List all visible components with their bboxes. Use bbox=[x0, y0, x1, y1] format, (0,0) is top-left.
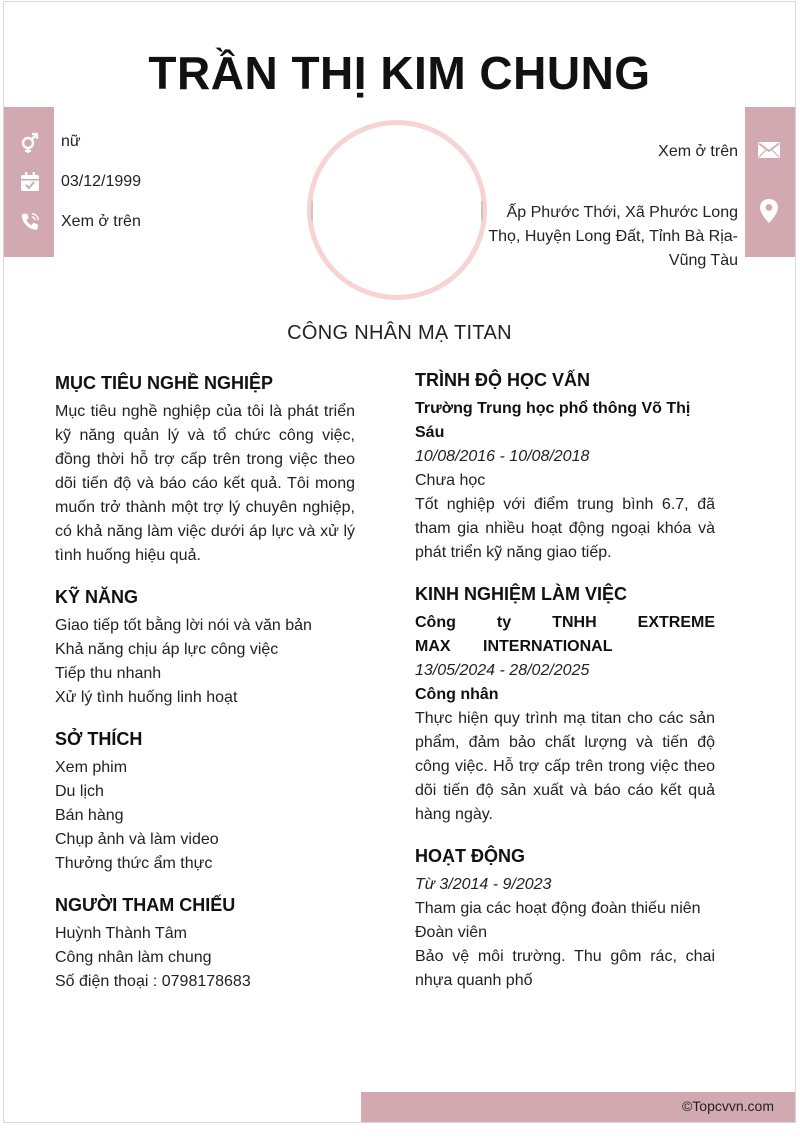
objective-section bbox=[55, 370, 355, 568]
section-heading: HOẠT ĐỘNG bbox=[415, 846, 525, 866]
envelope-icon bbox=[756, 137, 782, 163]
hobby-item: Chụp ảnh và làm video bbox=[55, 831, 219, 848]
address-text bbox=[488, 201, 738, 273]
avatar bbox=[307, 120, 487, 300]
left-column bbox=[55, 370, 355, 1010]
section-heading: KINH NGHIỆM LÀM VIỆC bbox=[415, 584, 628, 604]
hobbies-section bbox=[55, 726, 355, 876]
location-pin-icon bbox=[756, 198, 782, 224]
education-section bbox=[415, 367, 715, 565]
skill-item: Tiếp thu nhanh bbox=[55, 665, 162, 682]
reference-position: Công nhân làm chung bbox=[55, 949, 212, 966]
footer-bar bbox=[361, 1092, 796, 1122]
phone-text: Xem ở trên bbox=[61, 213, 141, 230]
address-line: Ấp Phước Thới, Xã Phước Long bbox=[506, 204, 738, 221]
activities-section bbox=[415, 843, 715, 993]
activity-item: Bảo vệ môi trường. Thu gôm rác, chai nhựa quanh phố bbox=[415, 948, 715, 989]
company-name bbox=[415, 611, 715, 659]
education-period: 10/08/2016 - 10/08/2018 bbox=[415, 448, 590, 465]
skill-item: Giao tiếp tốt bằng lời nói và văn bản bbox=[55, 617, 312, 634]
left-icon-bar bbox=[4, 107, 54, 257]
calendar-icon bbox=[17, 169, 43, 195]
phone-icon bbox=[17, 209, 43, 235]
objective-text: Mục tiêu nghề nghiệp của tôi là phát triển kỹ năng quản lý và tổ chức công việc, đồng thời hỗ trợ cấp trên trong việc theo dõi tiến độ và báo cáo kết quả. Tôi mong muốn trở thành một trợ lý chuyên nghiệp, có khả năng làm việc dưới áp lực và xử lý tình huống hiệu quả. bbox=[55, 403, 355, 564]
activity-item: Đoàn viên bbox=[415, 924, 488, 941]
experience-period: 13/05/2024 - 28/02/2025 bbox=[415, 662, 590, 679]
experience-position: Công nhân bbox=[415, 686, 499, 703]
activity-item: Tham gia các hoạt động đoàn thiếu niên bbox=[415, 900, 701, 917]
activities-period: Từ 3/2014 - 9/2023 bbox=[415, 876, 552, 893]
experience-description: Thực hiện quy trình mạ titan cho các sản phẩm, đảm bảo chất lượng và tiến độ công việc. Hỗ trợ cấp trên trong việc theo dõi tiến độ sản xuất và báo cáo kết quả hàng ngày. bbox=[415, 710, 715, 823]
section-heading: SỞ THÍCH bbox=[55, 729, 143, 749]
job-title: CÔNG NHÂN MẠ TITAN bbox=[287, 322, 512, 344]
section-heading: TRÌNH ĐỘ HỌC VẤN bbox=[415, 370, 590, 390]
section-heading: KỸ NĂNG bbox=[55, 587, 139, 607]
section-heading: MỤC TIÊU NGHỀ NGHIỆP bbox=[55, 373, 274, 393]
birthdate-text: 03/12/1999 bbox=[61, 173, 142, 190]
gender-text: nữ bbox=[61, 133, 81, 150]
email-text: Xem ở trên bbox=[658, 143, 738, 160]
cv-page bbox=[3, 1, 796, 1123]
education-major: Chưa học bbox=[415, 472, 486, 489]
right-icon-bar bbox=[745, 107, 795, 257]
address-line: Thọ, Huyện Long Đất, Tỉnh Bà Rịa- bbox=[488, 228, 738, 245]
company-name-text: Công ty TNHH EXTREME MAX INTERNATIONAL bbox=[415, 614, 715, 655]
hobby-item: Xem phim bbox=[55, 759, 128, 776]
section-heading: NGƯỜI THAM CHIẾU bbox=[55, 895, 236, 915]
skill-item: Khả năng chịu áp lực công việc bbox=[55, 641, 279, 658]
skills-section bbox=[55, 584, 355, 710]
address-line: Vũng Tàu bbox=[668, 252, 738, 269]
experience-section bbox=[415, 581, 715, 827]
hobby-item: Thưởng thức ẩm thực bbox=[55, 855, 213, 872]
hobby-item: Du lịch bbox=[55, 783, 104, 800]
candidate-name: TRẦN THỊ KIM CHUNG bbox=[148, 47, 651, 99]
footer-copyright: ©Topcvvn.com bbox=[681, 1098, 774, 1114]
hobby-item: Bán hàng bbox=[55, 807, 124, 824]
reference-phone: Số điện thoại : 0798178683 bbox=[55, 973, 251, 990]
gender-icon bbox=[17, 129, 43, 155]
references-section bbox=[55, 892, 355, 994]
school-name: Trường Trung học phổ thông Võ Thị Sáu bbox=[415, 400, 691, 441]
right-column bbox=[415, 367, 715, 1009]
skill-item: Xử lý tình huống linh hoạt bbox=[55, 689, 238, 706]
education-description: Tốt nghiệp với điểm trung bình 6.7, đã tham gia nhiều hoạt động ngoại khóa và phát triển kỹ năng giao tiếp. bbox=[415, 496, 715, 561]
reference-name: Huỳnh Thành Tâm bbox=[55, 925, 187, 942]
